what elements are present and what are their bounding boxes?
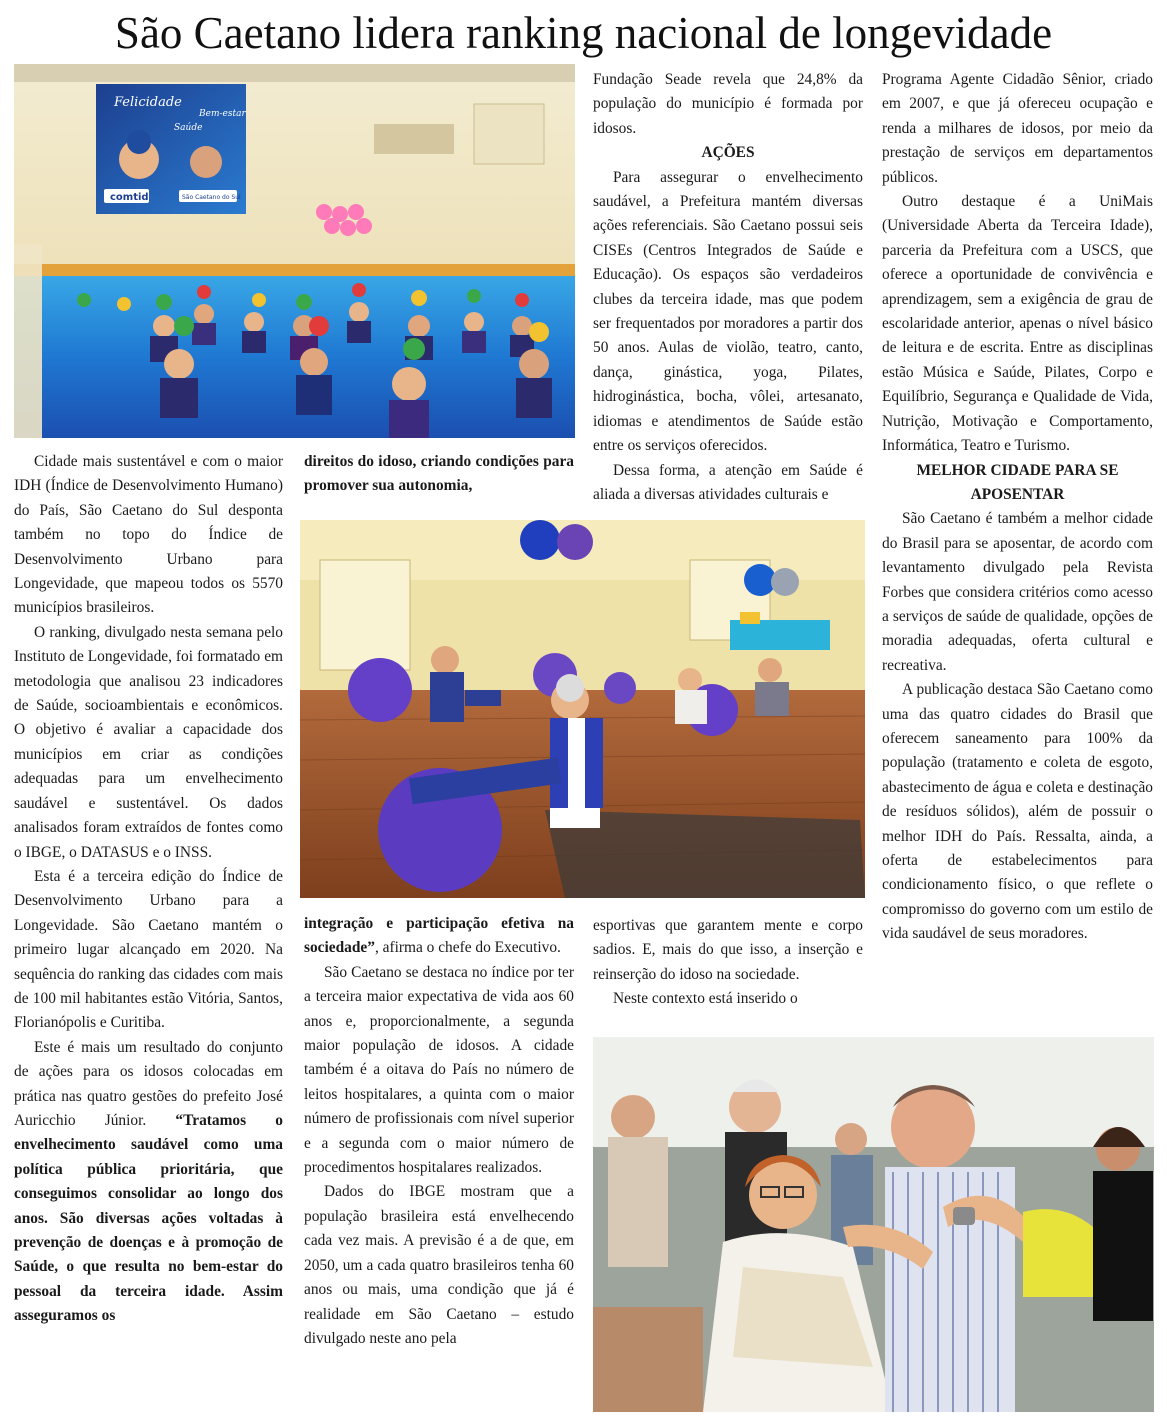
- pool-banner: [96, 84, 246, 214]
- col3-paragraph-0: Fundação Seade revela que 24,8% da população do município é formada por idosos.: [593, 71, 863, 137]
- heading-melhor-cidade: MELHOR CIDADE PARA SE APOSENTAR: [916, 461, 1119, 503]
- crowd-photo: [593, 1037, 1154, 1412]
- col3-paragraph-2: Dessa forma, a atenção em Saúde é aliada a diversas atividades culturais e: [593, 461, 863, 503]
- col1-p4-plain: Este é mais um resultado do conjunto de ações para os idosos colocadas em prática nas quatro gestões do prefeito José Auricchio Júnior.: [14, 1038, 283, 1129]
- gym-photo: [300, 520, 865, 898]
- svg-text:Bem-estar: Bem-estar: [199, 109, 246, 119]
- svg-text:Saúde: Saúde: [174, 123, 203, 133]
- col3-paragraph-3: Neste contexto está inserido o: [613, 990, 798, 1008]
- col4-paragraph-1: Outro destaque é a UniMais (Universidade Aberta da Terceira Idade), parceria da Prefeitura com a USCS, que oferece a oportunidade de convivência e aprendizagem, sem a exigência de grau de escolaridade anterior, apenas o nível básico de leitura e de escrita. Entre as disciplinas estão Música e Saúde, Pilates, Corpo e Equilíbrio, Segurança e Qualidade de Vida, Nutrição, Motivação e Comportamento, Informática, Teatro e Turismo.: [882, 193, 1153, 455]
- column-3-bottom: [593, 914, 863, 1012]
- column-2-top: [304, 450, 574, 499]
- svg-text:comtid: comtid: [110, 192, 149, 203]
- col4-paragraph-0: Programa Agente Cidadão Sênior, criado em 2007, e que já ofereceu ocupação e renda a milhares de idosos, por meio da prestação de serviços em departamentos públicos.: [882, 71, 1153, 186]
- col1-paragraph-1: Cidade mais sustentável e com o maior IDH (Índice de Desenvolvimento Humano) do País, São Caetano do Sul desponta também no topo do Índice de Desenvolvimento Urbano para Longevidade, que mapeou todos os 5570 municípios brasileiros.: [14, 453, 283, 617]
- col2-quote-end: integração e participação efetiva na sociedade”, afirma o chefe do Executivo.: [304, 915, 574, 957]
- col4-paragraph-2: São Caetano é também a melhor cidade do Brasil para se aposentar, de acordo com levantamento divulgado pela Revista Forbes que considera critérios como acesso a serviços de saúde de qualidade, opções de moradia adequadas, oferta cultural e recreativa.: [882, 510, 1153, 674]
- column-2-bottom: [304, 912, 574, 1351]
- col2-paragraph-2: São Caetano se destaca no índice por ter a terceira maior expectativa de vida aos 60 anos e, proporcionalmente, a segunda maior população de idosos. A cidade também é a oitava do País no número de leitos hospitalares, a quinta com o maior número de profissionais com nível superior e a segunda com o maior número de procedimentos hospitalares realizados.: [304, 963, 574, 1177]
- col4-paragraph-3: A publicação destaca São Caetano como uma das quatro cidades do Brasil que oferecem saneamento para 100% da população (tratamento e coleta de esgoto, abastecimento de água e coleta e destinação de resíduos sólidos), além de possuir o melhor IDH do País. Ressalta, ainda, a oferta de estabelecimentos para condicionamento físico, o que reflete o compromisso do governo com um estilo de vida saudável de seus moradores.: [882, 681, 1153, 943]
- column-3-top: [593, 68, 863, 507]
- col1-paragraph-4: [14, 1036, 283, 1329]
- heading-acoes: AÇÕES: [701, 144, 755, 162]
- col1-p4-quote: “Tratamos o envelhecimento saudável como uma política pública prioritária, que conseguimos consolidar ao longo dos anos. São diversas ações voltadas à prevenção de doenças e à promoção de Saúde, o que resulta no bem-estar do pessoal da terceira idade. Assim asseguramos os: [14, 1111, 283, 1325]
- col3-paragraph-1: Para assegurar o envelhecimento saudável, a Prefeitura mantém diversas ações referenciais. São Caetano possui seis CISEs (Centros Integrados de Saúde e Educação). Os espaços são verdadeiros clubes da terceira idade, mas que podem ser frequentados por moradores a partir dos 50 anos. Aulas de violão, teatro, canto, dança, ginástica, yoga, Pilates, hidroginástica, bocha, vôlei, artesanato, idiomas e atendimentos de Saúde estão entre os serviços oferecidos.: [593, 168, 863, 455]
- column-1: [14, 450, 283, 1329]
- col2-quote-top: direitos do idoso, criando condições para promover sua autonomia,: [304, 453, 574, 495]
- svg-text:São Caetano do Sul: São Caetano do Sul: [182, 194, 241, 201]
- col3-paragraph-2-cont: esportivas que garantem mente e corpo sadios. E, mais do que isso, a inserção e reinserção do idoso na sociedade.: [593, 917, 863, 983]
- col1-paragraph-3: Esta é a terceira edição do Índice de Desenvolvimento Urbano para a Longevidade. São Caetano mantém o primeiro lugar alcançado em 2020. Na sequência do ranking das cidades com mais de 100 mil habitantes estão Vitória, Santos, Florianópolis e Curitiba.: [14, 867, 283, 1032]
- col2-paragraph-3: Dados do IBGE mostram que a população brasileira está envelhecendo cada vez mais. A previsão é a de que, em 2050, um a cada quatro brasileiros tenha 60 anos ou mais, uma condição que já é realidade em São Caetano – estudo divulgado neste ano pela: [304, 1183, 574, 1347]
- pool-photo: [14, 64, 575, 438]
- col1-paragraph-2: O ranking, divulgado nesta semana pelo Instituto de Longevidade, foi formatado em metodologia que analisou 23 indicadores de Saúde, socioambientais e econômicos. O objetivo é avaliar a capacidade dos municípios em criar as condições adequadas para um envelhecimento saudável e sustentável. Os dados analisados foram extraídos de fontes como o IBGE, o DATASUS e o INSS.: [14, 623, 283, 861]
- column-4: [882, 68, 1153, 947]
- headline: São Caetano lidera ranking nacional de longevidade: [114, 8, 1053, 58]
- svg-text:Felicidade: Felicidade: [114, 95, 182, 110]
